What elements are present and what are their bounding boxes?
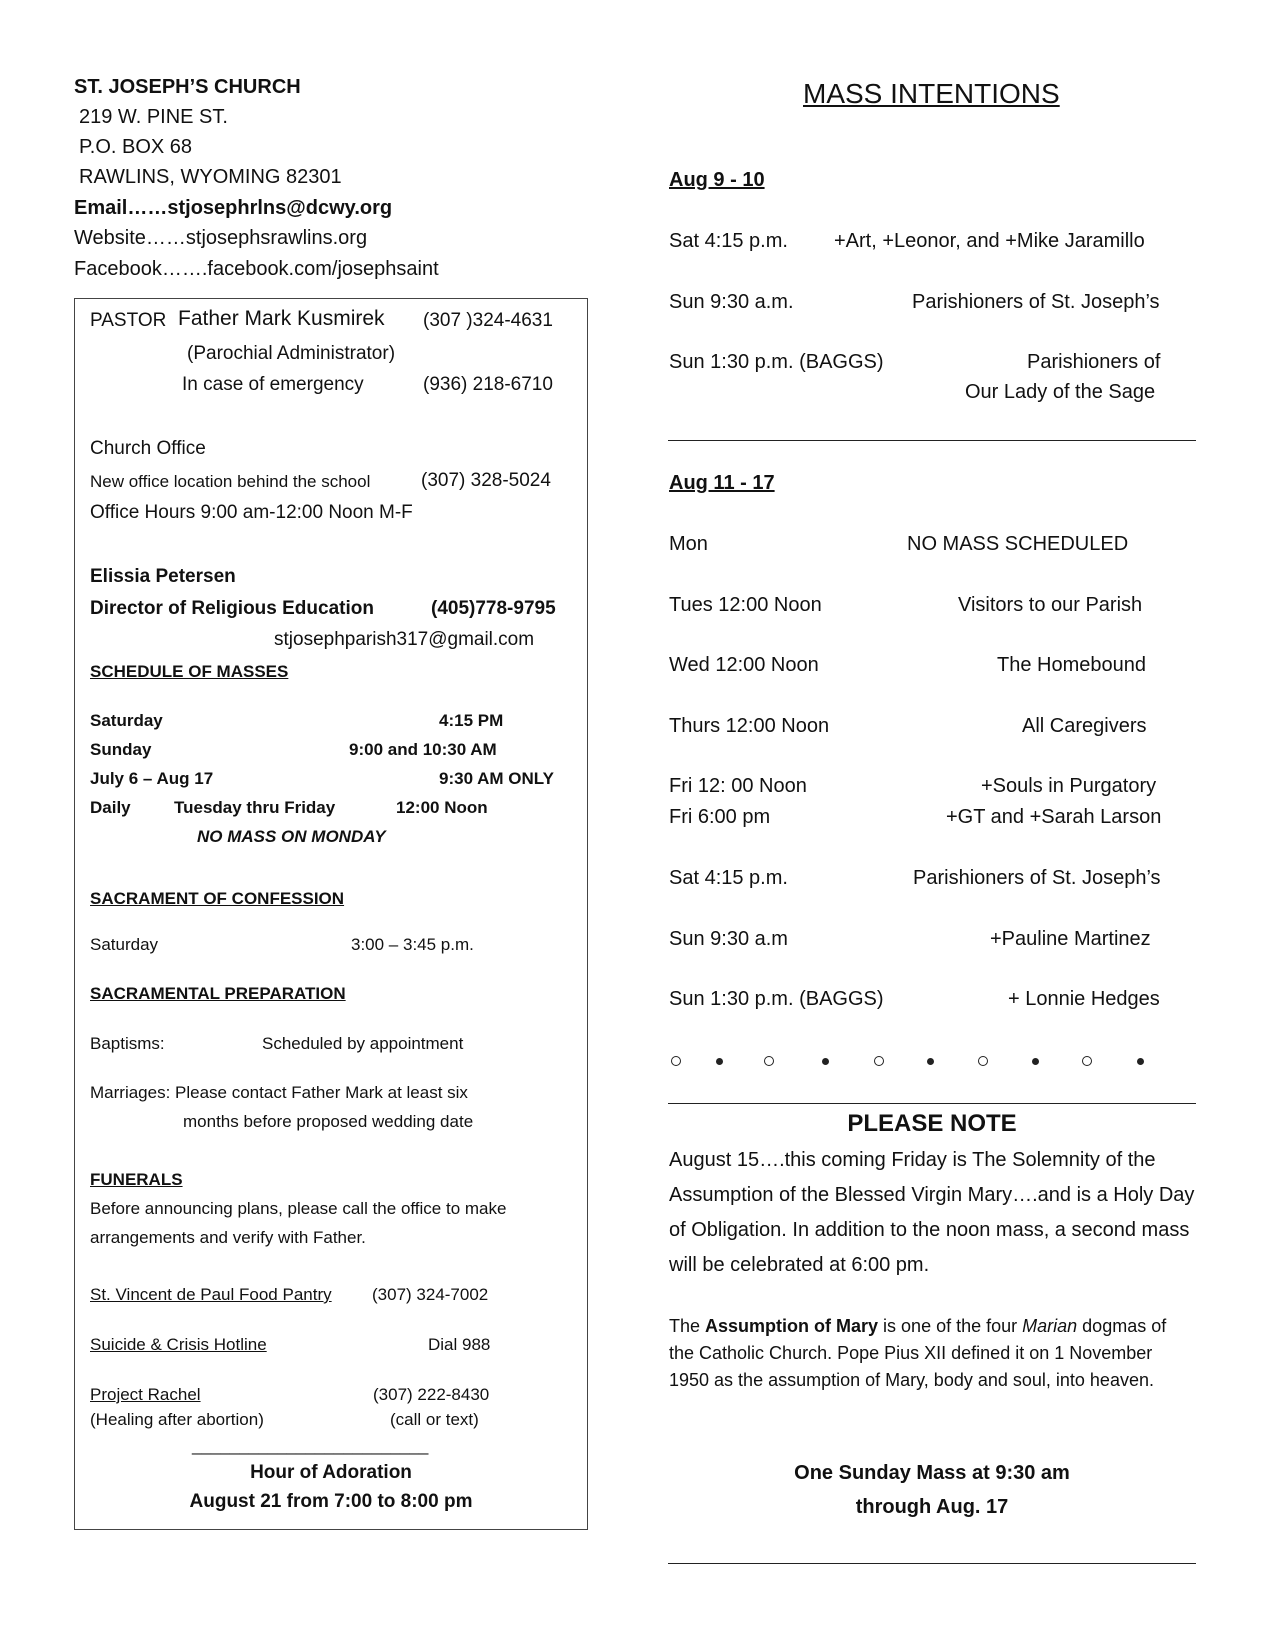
schedule-day: July 6 – Aug 17 [90,769,214,788]
pantry-phone: (307) 324-7002 [372,1285,489,1304]
mass-time: Sun 1:30 p.m. (BAGGS) [669,988,884,1010]
mass-intention: Parishioners of [1027,351,1161,373]
prep-heading: SACRAMENTAL PREPARATION [90,984,346,1003]
assumption-text-part: dogmas of the Catholic Church. Pope Pius XII defined it on 1 November 1950 as the assumption of Mary, body and soul, into heaven. [669,1316,1167,1390]
circle-icon [1082,1056,1092,1066]
circle-icon [764,1056,774,1066]
pastor-label: PASTOR [90,310,167,331]
sunday-notice: through Aug. 17 [855,1496,1009,1518]
adoration-time: August 21 from 7:00 to 8:00 pm [189,1491,473,1512]
mass-intention: + Lonnie Hedges [1008,988,1160,1010]
mass-intention: Parishioners of St. Joseph’s [913,867,1161,889]
bullet-icon [1137,1058,1144,1065]
circle-icon [874,1056,884,1066]
mass-intention: Visitors to our Parish [958,594,1143,616]
circle-icon [978,1056,988,1066]
mass-time: Tues 12:00 Noon [669,594,822,616]
section-divider [668,440,1196,441]
mass-intention: +Souls in Purgatory [981,775,1157,797]
schedule-time: 9:30 AM ONLY [439,769,554,788]
mass-time: Mon [669,533,708,555]
schedule-heading: SCHEDULE OF MASSES [90,662,289,681]
marriages-text: months before proposed wedding date [183,1112,474,1131]
mass-time: Sat 4:15 p.m. [669,230,788,252]
mass-time: Wed 12:00 Noon [669,654,819,676]
bullet-icon [1032,1058,1039,1065]
page-title: MASS INTENTIONS [803,78,1060,109]
office-phone: (307) 328-5024 [421,470,551,491]
assumption-text-part: The [669,1316,706,1336]
office-hours: Office Hours 9:00 am-12:00 Noon M-F [90,502,413,523]
section-divider [668,1563,1196,1564]
schedule-time: 4:15 PM [439,711,504,730]
dre-name: Elissia Petersen [90,566,236,587]
baptisms-text: Scheduled by appointment [262,1034,464,1053]
section-divider [668,1103,1196,1104]
mass-intention: NO MASS SCHEDULED [907,533,1129,555]
note-text: August 15….this coming Friday is The Solemnity of the Assumption of the Blessed Virgin Mary….and is a Holy Day of Obligation. In addition to the noon mass, a second mass will be celebrated at 6:00 pm. [669,1149,1195,1276]
adoration-title: Hour of Adoration [250,1462,412,1483]
schedule-time: 9:00 and 10:30 AM [349,740,497,759]
rachel-label: Project Rachel [90,1385,201,1404]
pastor-phone: (307 )324-4631 [423,310,553,331]
address-line: RAWLINS, WYOMING 82301 [79,166,342,188]
mass-time: Fri 12: 00 Noon [669,775,807,797]
emergency-label: In case of emergency [182,374,364,395]
bullet-icon [716,1058,723,1065]
email-link[interactable]: Email……stjosephrlns@dcwy.org [74,197,393,219]
pastor-name: Father Mark Kusmirek [178,307,385,330]
decorative-dots [671,1050,1171,1076]
assumption-text-part: is one of the four [878,1316,1023,1336]
assumption-italic: Marian [1022,1316,1078,1336]
mass-time: Thurs 12:00 Noon [669,715,830,737]
funerals-text: Before announcing plans, please call the office to make [90,1199,507,1218]
funerals-heading: FUNERALS [90,1170,183,1189]
note-heading: PLEASE NOTE [847,1110,1017,1137]
facebook-link[interactable]: Facebook…….facebook.com/josephsaint [74,258,439,280]
address-line: P.O. BOX 68 [79,136,193,158]
sunday-notice: One Sunday Mass at 9:30 am [794,1462,1070,1484]
confession-time: 3:00 – 3:45 p.m. [351,935,474,954]
website-link[interactable]: Website……stjosephsrawlins.org [74,227,368,249]
schedule-day: Daily [90,798,131,817]
schedule-day: Sunday [90,740,152,759]
confession-day: Saturday [90,935,159,954]
schedule-day: Saturday [90,711,163,730]
church-name: ST. JOSEPH’S CHURCH [74,76,301,98]
mass-intention: +Art, +Leonor, and +Mike Jaramillo [834,230,1145,252]
rachel-sub: (Healing after abortion) [90,1410,264,1429]
mass-intention: The Homebound [997,654,1146,676]
baptisms-label: Baptisms: [90,1034,165,1053]
schedule-time: 12:00 Noon [396,798,488,817]
mass-intention: +Pauline Martinez [990,928,1151,950]
bullet-icon [927,1058,934,1065]
mass-time: Sat 4:15 p.m. [669,867,788,889]
mass-time: Sun 1:30 p.m. (BAGGS) [669,351,884,373]
emergency-phone: (936) 218-6710 [423,374,553,395]
schedule-range: Tuesday thru Friday [174,798,336,817]
mass-intention: +GT and +Sarah Larson [946,806,1162,828]
assumption-bold: Assumption of Mary [705,1316,879,1336]
rachel-sub2: (call or text) [390,1410,479,1429]
office-title: Church Office [90,438,206,459]
no-mass-monday: NO MASS ON MONDAY [197,827,386,846]
mass-intention: Our Lady of the Sage [965,381,1156,403]
office-location: New office location behind the school [90,472,371,491]
mass-time: Sun 9:30 a.m. [669,291,794,313]
dre-title: Director of Religious Education [90,598,374,619]
assumption-text [669,1313,1184,1394]
hotline-label: Suicide & Crisis Hotline [90,1335,267,1354]
divider-line: _________________________ [192,1436,429,1455]
bullet-icon [822,1058,829,1065]
mass-intention: All Caregivers [1022,715,1147,737]
address-line: 219 W. PINE ST. [79,106,228,128]
pastor-title: (Parochial Administrator) [187,343,396,364]
dre-email[interactable]: stjosephparish317@gmail.com [274,629,535,650]
funerals-text: arrangements and verify with Father. [90,1228,366,1247]
hotline-phone: Dial 988 [428,1335,491,1354]
rachel-phone: (307) 222-8430 [373,1385,490,1404]
mass-time: Sun 9:30 a.m [669,928,788,950]
marriages-text: Marriages: Please contact Father Mark at least six [90,1083,468,1102]
circle-icon [671,1056,681,1066]
mass-time: Fri 6:00 pm [669,806,771,828]
mass-intention: Parishioners of St. Joseph’s [912,291,1160,313]
week-heading: Aug 9 - 10 [669,169,765,191]
week-heading: Aug 11 - 17 [669,472,775,494]
dre-phone: (405)778-9795 [431,598,556,619]
pantry-label: St. Vincent de Paul Food Pantry [90,1285,332,1304]
confession-heading: SACRAMENT OF CONFESSION [90,889,345,908]
